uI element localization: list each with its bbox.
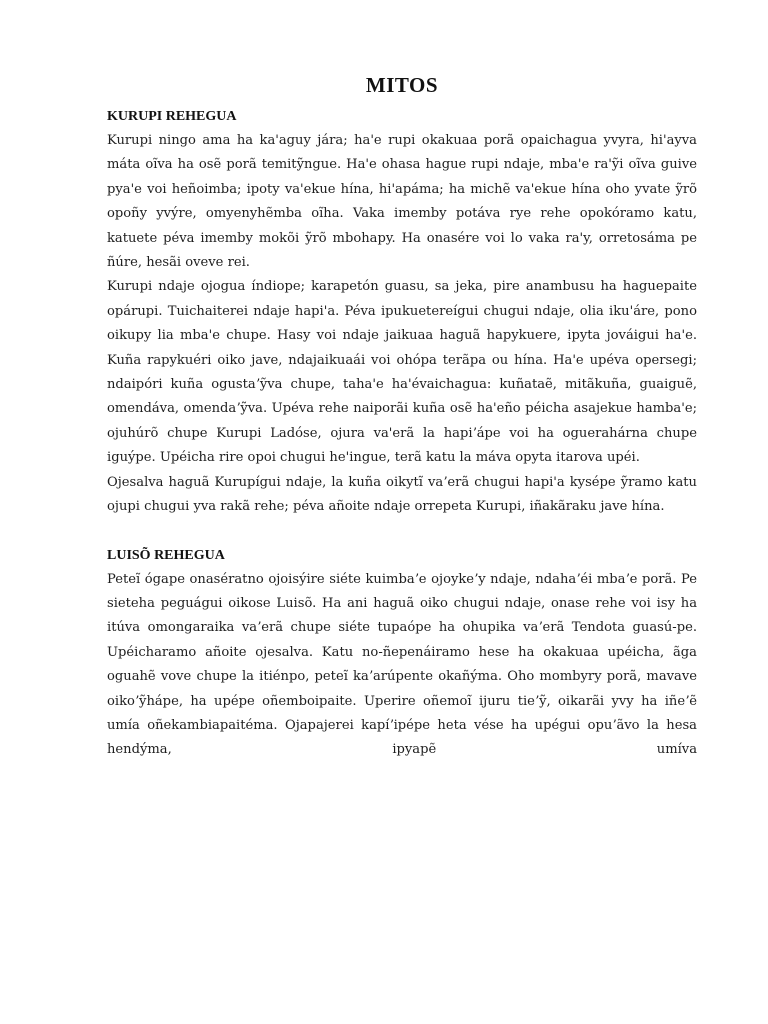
section-heading: LUISÕ REHEGUA bbox=[107, 547, 225, 563]
page-title: MITOS bbox=[365, 73, 439, 97]
section-luiso bbox=[107, 544, 697, 763]
document-page bbox=[107, 0, 697, 763]
paragraph: Kurupi ndaje ojogua índiope; karapetón guasu, sa jeka, pire anambusu ha haguepaite opárupi. Tuichaiterei ndaje hapi'a. Péva ipukuetereígui chugui ndaje, olia iku'áre, pono oikupy lia mba'e chupe. Hasy voi ndaje jaikuaa haguã hapykuere, ipyta jováigui ha'e. Kuña rapykuéri oiko jave, ndajaikuaái voi ohópa terãpa ou hína. Ha'e upéva opersegi; ndaipóri kuña ogustaʼỹva chupe, taha'e ha'évaichagua: kuñataẽ, mitãkuña, guaiguẽ, omendáva, omendaʼỹva. Upéva rehe naiporãi kuña osẽ ha'eño péicha asajekue hamba'e; ojuhúrõ chupe Kurupi Ladóse, ojura va'erã la hapiʼápe voi ha oguerahárna chupe iguýpe. Upéicha rire opoi chugui he'ingue, terã katu la máva opyta itarova upéi. bbox=[107, 279, 697, 466]
paragraph: Peteĩ ógape onasératno ojoisýire siéte kuimbaʼe ojoykeʼy ndaje, ndahaʼéi mbaʼe porã. Pe sieteha peguágui oikose Luisõ. Ha ani haguã oiko chugui ndaje, onase rehe voi isy ha itúva omongaraika vaʼerã chupe siéte tupaópe ha ohupika vaʼerã Tendota guasú-pe. Upéicharamo añoite ojesalva. Katu no-ñepenáiramo hese ha okakuaa upéicha, ãga oguahẽ vove chupe la itiénpo, peteĩ kaʼarúpente okañýma. Oho mombyry porã, mavave oikoʼỹhápe, ha upépe oñemboipaite. Uperire oñemoĩ ijuru tieʼỹ, oikarãi yvy ha iñeʼẽ umía oñekambiapaitéma. Ojapajerei kapíʼipépe heta vése ha upégui opuʼãvo la hesa hendýma, ipyapẽ umíva bbox=[107, 571, 697, 758]
section-kurupi bbox=[107, 105, 697, 520]
paragraph: Kurupi ningo ama ha ka'aguy jára; ha'e rupi okakuaa porã opaichagua yvyra, hi'ayva máta oĩva ha osẽ porã temitỹngue. Ha'e ohasa hague rupi ndaje, mba'e ra'ỹi oĩva guive pya'e voi heñoimba; ipoty va'ekue hína, hi'apáma; ha michẽ va'ekue hína oho yvate ỹrõ opoñy yvýre, omyenyhẽmba oĩha. Vaka imemby potáva rye rehe opokóramo katu, katuete péva imemby mokõi ỹrõ mbohapy. Ha onasére voi lo vaka ra'y, orretosáma pe ñúre, hesãi oveve rei. bbox=[107, 133, 697, 271]
section-heading: KURUPI REHEGUA bbox=[107, 109, 237, 124]
paragraph: Ojesalva haguã Kurupígui ndaje, la kuña oikytĩ vaʼerã chugui hapi'a kysépe ỹramo katu ojupi chugui yva rakã rehe; péva añoite ndaje orrepeta Kurupi, iñakãraku jave hína. bbox=[107, 474, 697, 515]
